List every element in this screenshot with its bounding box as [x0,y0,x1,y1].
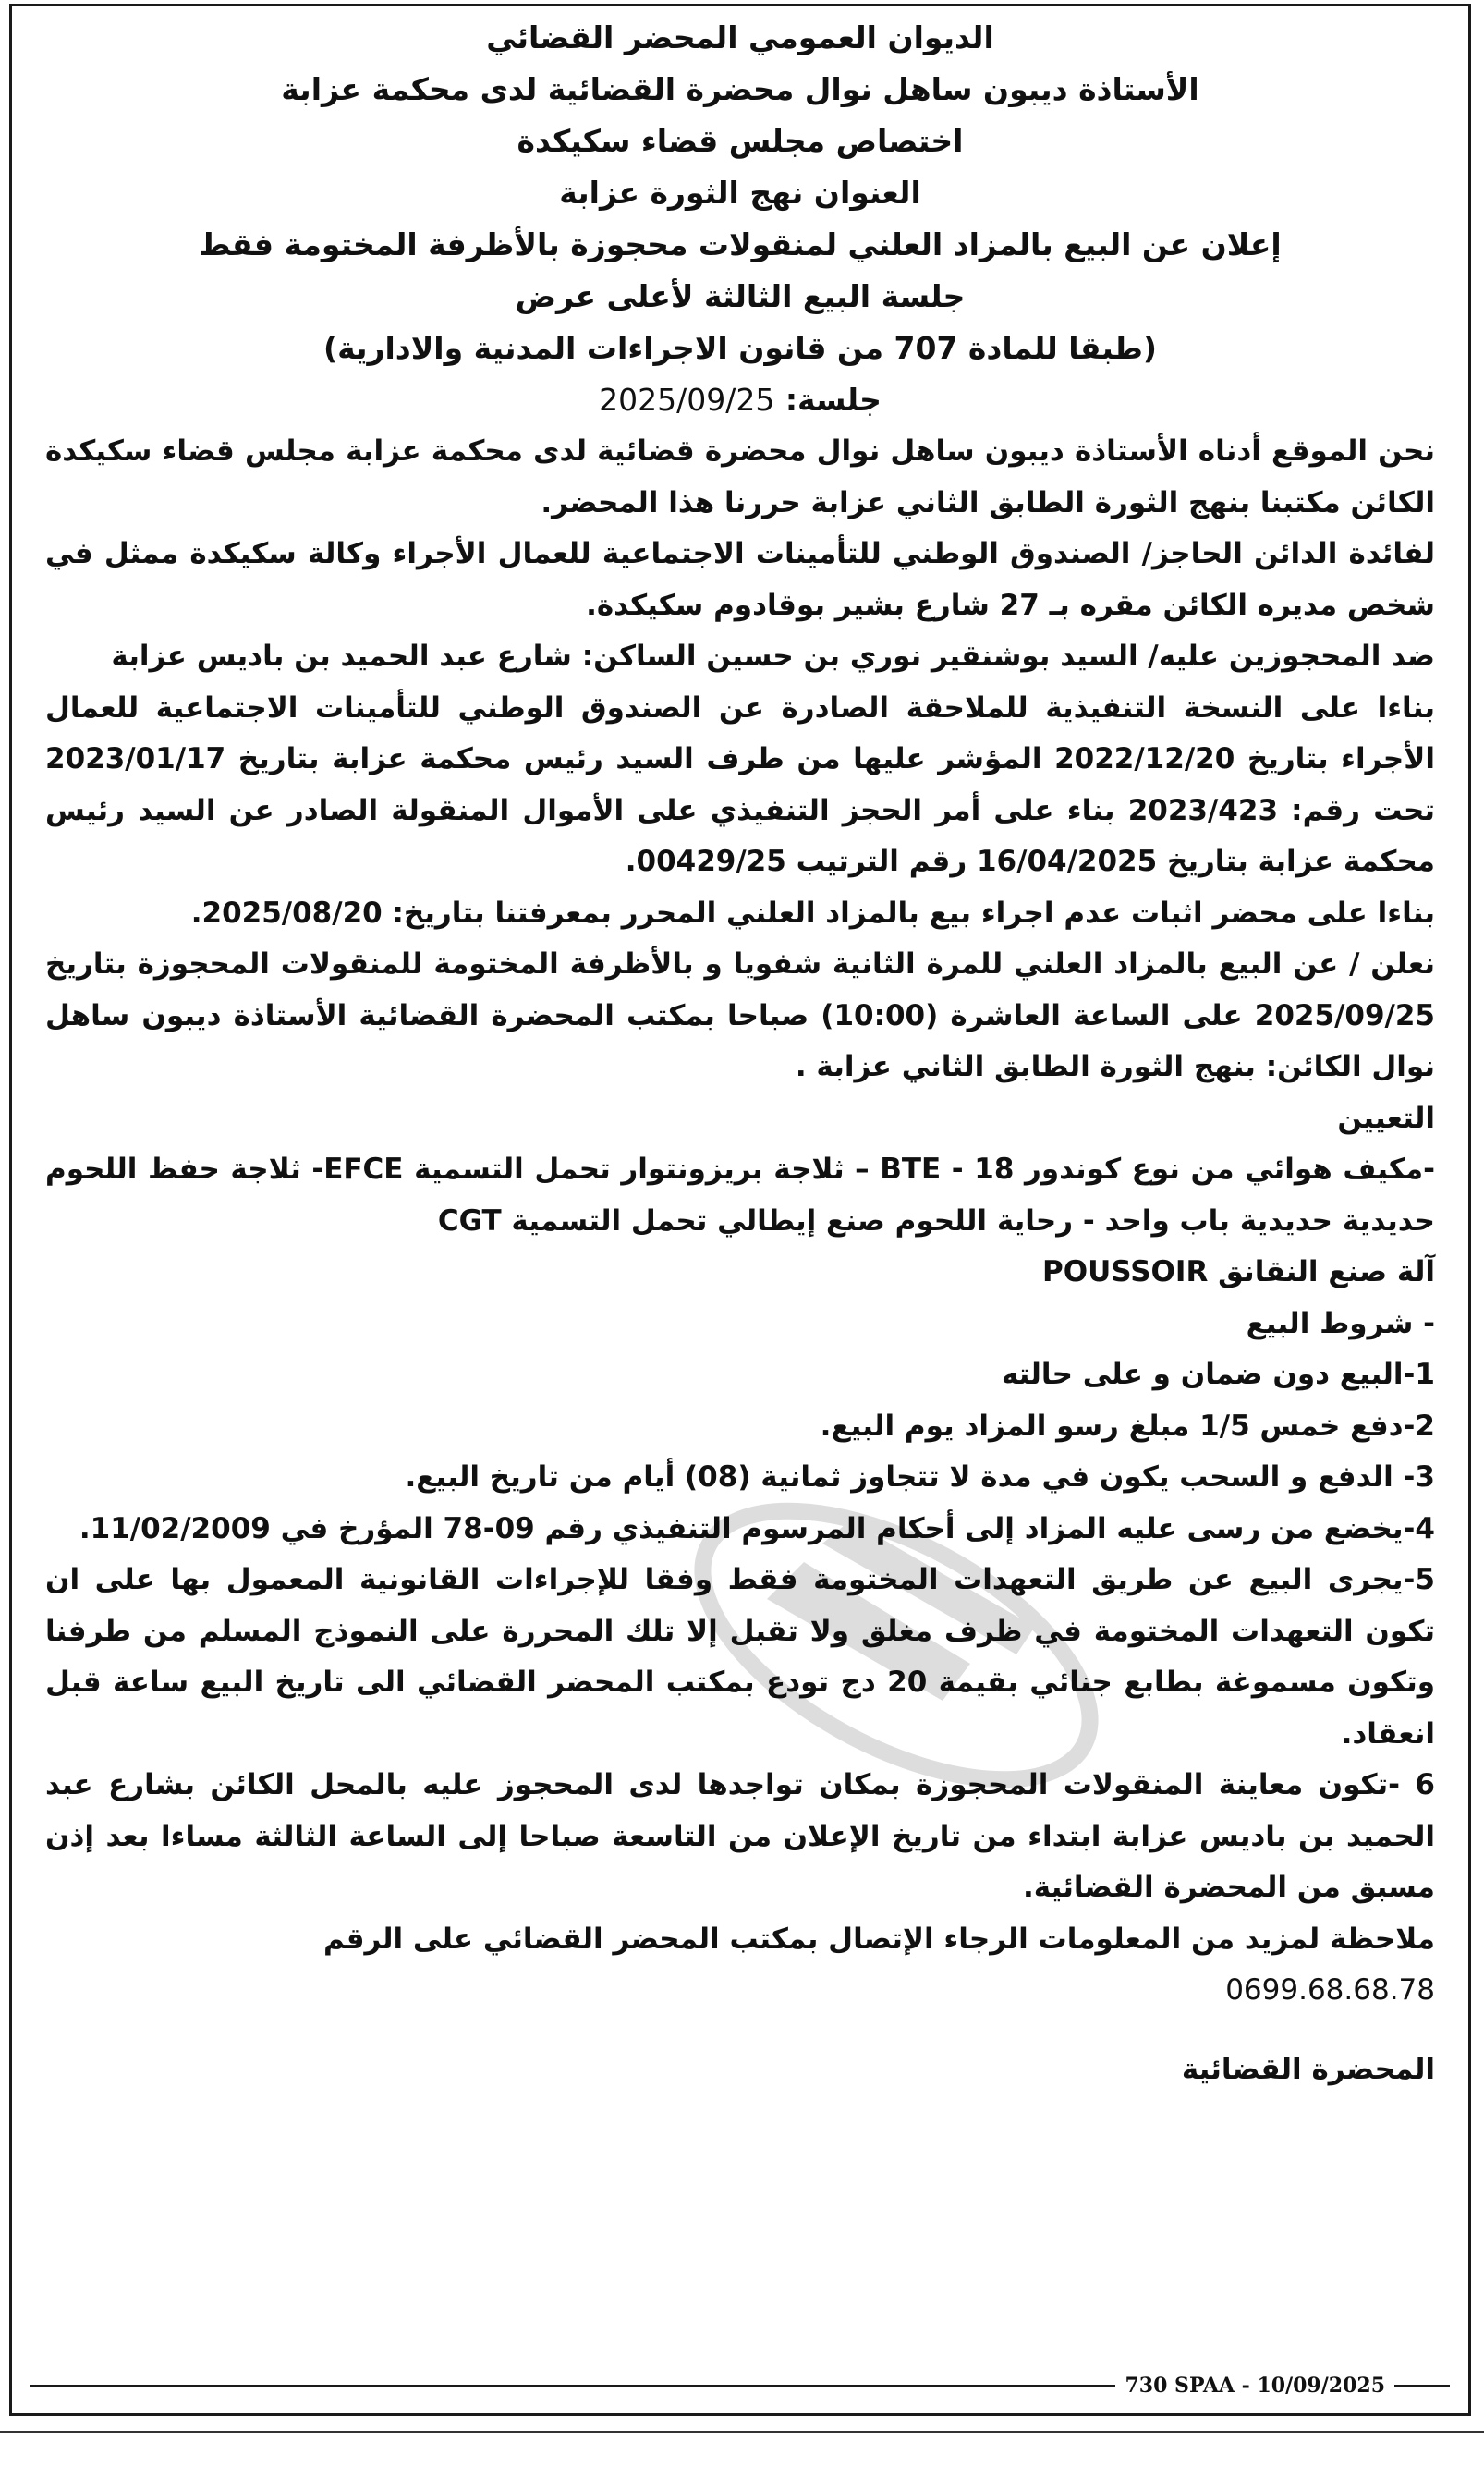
condition-1: 1-البيع دون ضمان و على حالته [1001,1358,1435,1391]
paragraph-creditor: لفائدة الدائن الحاجز/ الصندوق الوطني للتأمينات الاجتماعية للعمال الأجراء وكالة سكيكدة ممثل في شخص مديره الكائن مقره بـ 27 شارع بشير بوقادوم سكيكدة. [45,537,1435,622]
paragraph-contact-note: ملاحظة لمزيد من المعلومات الرجاء الإتصال بمكتب المحضر القضائي على الرقم [322,1922,1435,1956]
contact-phone [45,1965,1435,2017]
condition-3: 3- الدفع و السحب يكون في مدة لا تتجاوز ثمانية (08) أيام من تاريخ البيع. [405,1460,1435,1494]
header-announcement-title: إعلان عن البيع بالمزاد العلني لمنقولات محجوزة بالأظرفة المختومة فقط [199,226,1282,262]
header-jurisdiction: اختصاص مجلس قضاء سكيكدة [517,123,964,159]
condition-6: 6 -تكون معاينة المنقولات المحجوزة بمكان تواجدها لدى المحجوز عليه بالمحل الكائن بشارع عبد الحميد بن باديس عزابة ابتداء من تاريخ الإعلان من التاسعة صباحا إلى الساعة الثالثة مساءا بعد إذن مسبق من المحضرة القضائية. [45,1768,1435,1904]
condition-4: 4-يخضع من رسى عليه المزاد إلى أحكام المرسوم التنفيذي رقم 09-78 المؤرخ في 11/02/2009. [79,1511,1435,1545]
header-legal-article: (طبقا للمادة 707 من قانون الاجراءات المدنية والادارية) [322,330,1157,366]
session-label: جلسة: [785,382,882,418]
signature: المحضرة القضائية [1181,2052,1435,2086]
session-date: 2025/09/25 [599,382,775,418]
header-office-title: الديوان العمومي المحضر القضائي [486,19,994,55]
paragraph-debtor: ضد المحجوزين عليه/ السيد بوشنقير نوري بن حسين الساكن: شارع عبد الحميد بن باديس عزابة [111,640,1435,673]
paragraph-item-sausage-machine: آلة صنع النقانق POUSSOIR [1042,1255,1435,1288]
notice-body [45,426,1435,2017]
notice-header [45,12,1435,426]
header-session [45,374,1435,426]
section-heading-conditions: - شروط البيع [1246,1306,1435,1340]
publication-reference: 730 SPAA - 10/09/2025 [1115,2373,1394,2399]
reference-line [30,2373,1450,2399]
header-bailiff-name: الأستاذة ديبون ساهل نوال محضرة القضائية لدى محكمة عزابة [281,71,1199,107]
paragraph-announcement: نعلن / عن البيع بالمزاد العلني للمرة الثانية شفويا و بالأظرفة المختومة للمنقولات المحجوزة بتاريخ 2025/09/25 على الساعة العاشرة (10:00) صباحا بمكتب المحضرة القضائية الأستاذة ديبون ساهل نوال الكائن: بنهج الثورة الطابق الثاني عزابة . [45,947,1435,1083]
header-address: العنوان نهج الثورة عزابة [559,175,921,211]
legal-notice [9,4,1471,2416]
header-session-title: جلسة البيع الثالثة لأعلى عرض [515,278,966,314]
paragraph-basis-report: بناءا على محضر اثبات عدم اجراء بيع بالمزاد العلني المحرر بمعرفتنا بتاريخ: 2025/08/20. [190,896,1435,930]
page-bottom-edge [0,2431,1484,2433]
phone-number: 0699.68.68.78 [1225,1973,1435,2007]
condition-2: 2-دفع خمس 1/5 مبلغ رسو المزاد يوم البيع. [820,1409,1435,1443]
section-heading-items: التعيين [1337,1101,1435,1135]
condition-5: 5-يجرى البيع عن طريق التعهدات المختومة فقط وفقا للإجراءات القانونية المعمول بها على ان تكون التعهدات المختومة في ظرف مغلق ولا تقبل إلا تلك المحررة على النموذج المسلم من طرفنا وتكون مسموغة بطابع جنائي بقيمة 20 دج تودع بمكتب المحضر القضائي الى تاريخ البيع ساعة قبل انعقاد. [45,1563,1435,1751]
paragraph-preamble: نحن الموقع أدناه الأستاذة ديبون ساهل نوال محضرة قضائية لدى محكمة عزابة مجلس قضاء سكيكدة الكائن مكتبنا بنهج الثورة الطابق الثاني عزابة حررنا هذا المحضر. [45,434,1435,519]
paragraph-basis-execution: بناءا على النسخة التنفيذية للملاحقة الصادرة عن الصندوق الوطني للتأمينات الاجتماعية للعمال الأجراء بتاريخ 2022/12/20 المؤشر عليها من طرف السيد رئيس محكمة عزابة بتاريخ 2023/01/17 تحت رقم: 2023/423 بناء على أمر الحجز التنفيذي على الأموال المنقولة الصادر عن السيد رئيس محكمة عزابة بتاريخ 16/04/2025 رقم الترتيب 00429/25. [45,690,1435,878]
paragraph-items: -مكيف هوائي من نوع كوندور 18 - BTE – ثلاجة بريزونتوار تحمل التسمية EFCE- ثلاجة حفظ اللحوم حديدية حديدية باب واحد - رحاية اللحوم صنع إيطالي تحمل التسمية CGT [45,1153,1435,1238]
